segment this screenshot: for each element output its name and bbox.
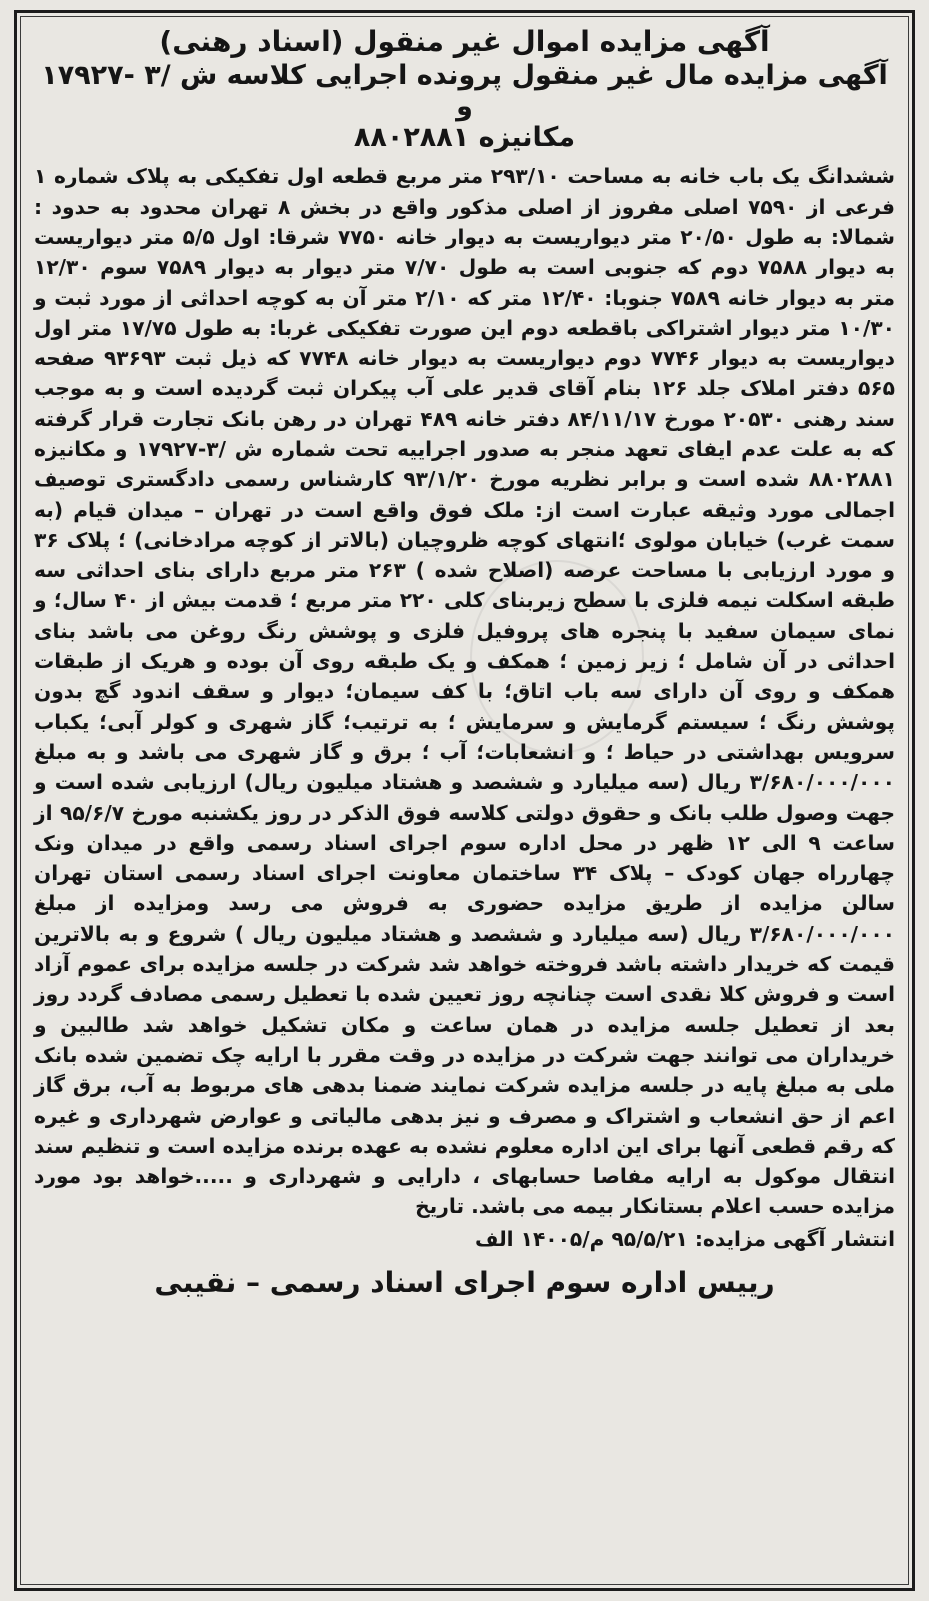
- notice-subtitle-case-number: مکانیزه ۸۸۰۲۸۸۱: [353, 122, 576, 154]
- signature-line: رییس اداره سوم اجرای اسناد رسمی – نقیبی: [154, 1265, 775, 1299]
- notice-body: ششدانگ یک باب خانه به مساحت ۲۹۳/۱۰ متر مربع قطعه اول تفکیکی به پلاک شماره ۱ فرعی از ۷۵۹۰ اصلی مفروز از اصلی مذکور واقع در بخش ۸ تهران محدود به حدود : شمالا: به طول ۲۰/۵۰ متر دیواریست به دیوار خانه ۷۷۵۰ شرقا: اول ۵/۵ متر دیواریست به دیوار ۷۵۸۸ دوم که جنوبی است به طول ۷/۷۰ متر دیوار به دیوار ۷۵۸۹ سوم ۱۲/۳۰ متر به دیوار خانه ۷۵۸۹ جنوبا: ۱۲/۴۰ متر که ۲/۱۰ متر آن به کوچه احداثی از مورد ثبت و ۱۰/۳۰ متر دیوار اشتراکی باقطعه دوم این صورت تفکیکی غربا: به طول ۱۷/۷۵ متر اول دیواریست به دیوار ۷۷۴۶ دوم دیواریست به دیوار خانه ۷۷۴۸ که ذیل ثبت ۹۳۶۹۳ صفحه ۵۶۵ دفتر املاک جلد ۱۲۶ بنام آقای قدیر علی آب پیکران ثبت گردیده است و به موجب سند رهنی ۲۰۵۳۰ مورخ ۸۴/۱۱/۱۷ دفتر خانه ۴۸۹ تهران در رهن بانک تجارت قرار گرفته که به علت عدم ایفای تعهد منجر به صدور اجراییه تحت شماره ش /۳-۱۷۹۲۷ و مکانیزه ۸۸۰۲۸۸۱ شده است و برابر نظریه مورخ ۹۳/۱/۲۰ کارشناس رسمی دادگستری توصیف اجمالی مورد وثیقه عبارت است از: ملک فوق واقع است در تهران – میدان قیام (به سمت غرب) خیابان مولوی ؛انتهای کوچه ظروچیان (بالاتر از کوچه مرادخانی) ؛ پلاک ۳۶ و مورد ارزیابی با مساحت عرصه (اصلاح شده ) ۲۶۳ متر مربع دارای بنای احداثی سه طبقه اسکلت نیمه فلزی با سطح زیربنای کلی ۲۲۰ متر مربع ؛ قدمت بیش از ۴۰ سال؛ و نمای سیمان سفید با پنجره های پروفیل فلزی و پوشش رنگ روغن می باشد بنای احداثی در آن شامل ؛ زیر زمین ؛ همکف و یک طبقه روی آن بوده و هریک از طبقات همکف و روی آن دارای سه باب اتاق؛ با کف سیمان؛ دیوار و سقف اندود گچ بدون پوشش رنگ ؛ سیستم گرمایش و سرمایش ؛ به ترتیب؛ گاز شهری و کولر آبی؛ یکباب سرویس بهداشتی در حیاط ؛ و انشعابات؛ آب ؛ برق و گاز شهری می باشد و به مبلغ ۳/۶۸۰/۰۰۰/۰۰۰ ریال (سه میلیارد و ششصد و هشتاد میلیون ریال) ارزیابی شده است و جهت وصول طلب بانک و حقوق دولتی کلاسه فوق الذکر در روز یکشنبه مورخ ۹۵/۶/۷ از ساعت ۹ الی ۱۲ ظهر در محل اداره سوم اجرای اسناد رسمی واقع در میدان ونک چهارراه جهان کودک – پلاک ۳۴ ساختمان معاونت اجرای اسناد رسمی استان تهران سالن مزایده از طریق مزایده حضوری به فروش می رسد ومزایده از مبلغ ۳/۶۸۰/۰۰۰/۰۰۰ ریال (سه میلیارد و ششصد و هشتاد میلیون ریال ) شروع و به بالاترین قیمت که خریدار داشته باشد فروخته خواهد شد شرکت در جلسه مزایده برای عموم آزاد است و فروش کلا نقدی است چنانچه روز تعیین شده با تعطیل رسمی مصادف گردد روز بعد از تعطیل جلسه مزایده در همان ساعت و مکان تشکیل خواهد شد طالبین و خریداران می توانند جهت شرکت در مزایده در وقت مقرر با ارایه چک تضمین شده بانک ملی به مبلغ پایه در جلسه مزایده شرکت نمایند ضمنا بدهی های مربوط به آب، برق گاز اعم از حق انشعاب و اشتراک و مصرف و نیز بدهی مالیاتی و عوارض شهرداری و غیره که رقم قطعی آنها برای این اداره معلوم نشده به عهده برنده مزایده است و تنظیم سند انتقال موکول به ارایه مفاصا حسابهای ، دارایی و شهرداری و .....خواهد بود مورد مزایده حسب اعلام بستانکار بیمه می باشد. تاریخ: [34, 164, 896, 1219]
- notice-subtitle: آگهی مزایده مال غیر منقول پرونده اجرایی کلاسه ش /۳ -۱۷۹۲۷ و: [41, 60, 888, 123]
- notice-title: آگهی مزایده اموال غیر منقول (اسناد رهنی): [159, 25, 770, 58]
- notice-content: [34, 26, 895, 1299]
- publication-date: انتشار آگهی مزایده: ۹۵/۵/۲۱ م/۱۴۰۰۵ الف: [475, 1226, 895, 1251]
